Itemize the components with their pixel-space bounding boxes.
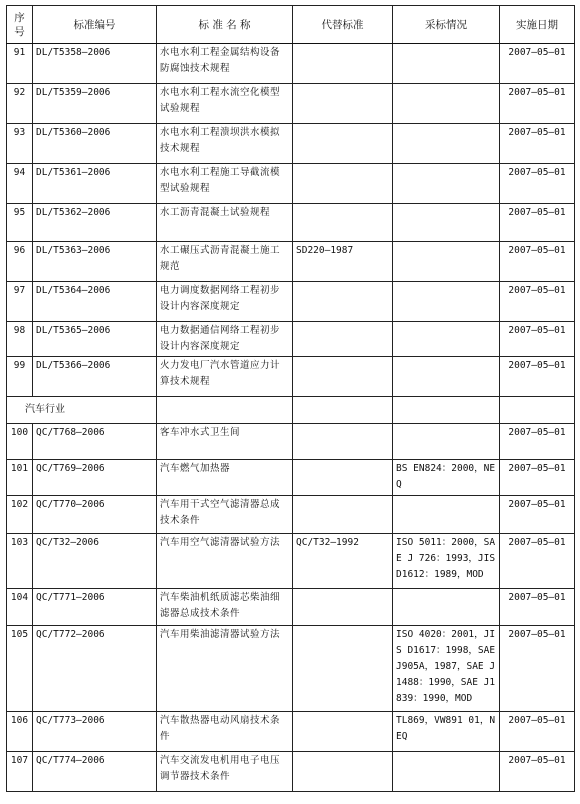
row-code: QC/T770—2006 — [33, 496, 157, 534]
row-code: QC/T774—2006 — [33, 752, 157, 792]
row-adoption — [393, 282, 500, 322]
table-row — [7, 626, 575, 712]
row-no: 103 — [7, 534, 33, 589]
row-replaced — [293, 124, 393, 164]
row-date: 2007—05—01 — [500, 204, 575, 242]
row-adoption — [393, 242, 500, 282]
row-date: 2007—05—01 — [500, 626, 575, 712]
row-code: DL/T5364—2006 — [33, 282, 157, 322]
row-date: 2007—05—01 — [500, 84, 575, 124]
row-date: 2007—05—01 — [500, 44, 575, 84]
row-no: 93 — [7, 124, 33, 164]
row-name: 汽车柴油机纸质滤芯柴油细滤器总成技术条件 — [157, 589, 293, 626]
row-replaced — [293, 164, 393, 204]
section-empty-cell — [393, 397, 500, 424]
table-row — [7, 712, 575, 752]
row-code: QC/T769—2006 — [33, 460, 157, 496]
table-row — [7, 84, 575, 124]
table-row — [7, 164, 575, 204]
table-row — [7, 424, 575, 460]
row-no: 95 — [7, 204, 33, 242]
section-row-group — [7, 397, 575, 424]
row-no: 99 — [7, 357, 33, 397]
table-row — [7, 589, 575, 626]
row-code: QC/T771—2006 — [33, 589, 157, 626]
row-code: DL/T5361—2006 — [33, 164, 157, 204]
row-adoption: BS EN824：2000，NEQ — [393, 460, 500, 496]
row-date: 2007—05—01 — [500, 424, 575, 460]
row-adoption — [393, 496, 500, 534]
row-no: 97 — [7, 282, 33, 322]
row-date: 2007—05—01 — [500, 322, 575, 357]
row-adoption — [393, 357, 500, 397]
row-replaced — [293, 322, 393, 357]
row-no: 98 — [7, 322, 33, 357]
row-date: 2007—05—01 — [500, 124, 575, 164]
row-replaced — [293, 44, 393, 84]
table-row — [7, 752, 575, 792]
row-date: 2007—05—01 — [500, 242, 575, 282]
table-row — [7, 44, 575, 84]
row-code: QC/T768—2006 — [33, 424, 157, 460]
row-date: 2007—05—01 — [500, 534, 575, 589]
row-code: QC/T772—2006 — [33, 626, 157, 712]
row-code: DL/T5358—2006 — [33, 44, 157, 84]
standards-table — [6, 5, 575, 792]
row-code: DL/T5362—2006 — [33, 204, 157, 242]
row-no: 91 — [7, 44, 33, 84]
row-date: 2007—05—01 — [500, 589, 575, 626]
row-adoption: ISO 4020：2001，JIS D1617：1998，SAE J905A，1987，SAE J1488：1990，SAE J1839：1990，MOD — [393, 626, 500, 712]
row-no: 100 — [7, 424, 33, 460]
row-adoption: ISO 5011：2000，SAE J 726：1993，JIS D1612：1989，MOD — [393, 534, 500, 589]
row-name: 电力数据通信网络工程初步设计内容深度规定 — [157, 322, 293, 357]
row-replaced — [293, 424, 393, 460]
row-replaced — [293, 460, 393, 496]
row-name: 汽车用柴油滤清器试验方法 — [157, 626, 293, 712]
table-row — [7, 204, 575, 242]
row-date: 2007—05—01 — [500, 496, 575, 534]
row-no: 102 — [7, 496, 33, 534]
row-name: 水工沥青混凝土试验规程 — [157, 204, 293, 242]
row-replaced — [293, 626, 393, 712]
row-name: 水电水利工程水流空化模型试验规程 — [157, 84, 293, 124]
section-row — [7, 397, 575, 424]
header-adoption: 采标情况 — [393, 6, 500, 44]
table-body-auto — [7, 424, 575, 792]
row-adoption — [393, 204, 500, 242]
row-code: DL/T5359—2006 — [33, 84, 157, 124]
row-no: 92 — [7, 84, 33, 124]
row-no: 101 — [7, 460, 33, 496]
row-name: 汽车交流发电机用电子电压调节器技术条件 — [157, 752, 293, 792]
row-name: 水电水利工程施工导截流模型试验规程 — [157, 164, 293, 204]
row-no: 94 — [7, 164, 33, 204]
row-name: 水电水利工程溃坝洪水模拟技术规程 — [157, 124, 293, 164]
header-code: 标准编号 — [33, 6, 157, 44]
row-adoption — [393, 124, 500, 164]
row-date: 2007—05—01 — [500, 460, 575, 496]
table-row — [7, 242, 575, 282]
section-empty-cell — [293, 397, 393, 424]
row-replaced — [293, 496, 393, 534]
row-date: 2007—05—01 — [500, 282, 575, 322]
row-code: QC/T32—2006 — [33, 534, 157, 589]
row-replaced — [293, 712, 393, 752]
table-row — [7, 124, 575, 164]
header-replaced: 代替标准 — [293, 6, 393, 44]
row-name: 火力发电厂汽水管道应力计算技术规程 — [157, 357, 293, 397]
row-replaced — [293, 357, 393, 397]
table-row — [7, 357, 575, 397]
row-code: DL/T5365—2006 — [33, 322, 157, 357]
header-date: 实施日期 — [500, 6, 575, 44]
row-no: 106 — [7, 712, 33, 752]
row-replaced — [293, 84, 393, 124]
row-no: 96 — [7, 242, 33, 282]
row-replaced — [293, 589, 393, 626]
row-adoption — [393, 84, 500, 124]
row-code: DL/T5360—2006 — [33, 124, 157, 164]
row-adoption — [393, 44, 500, 84]
row-adoption — [393, 322, 500, 357]
row-adoption — [393, 589, 500, 626]
header-no: 序号 — [7, 6, 33, 44]
row-replaced — [293, 282, 393, 322]
row-replaced — [293, 752, 393, 792]
row-date: 2007—05—01 — [500, 712, 575, 752]
table-row — [7, 322, 575, 357]
row-date: 2007—05—01 — [500, 752, 575, 792]
row-replaced — [293, 204, 393, 242]
row-name: 汽车用空气滤清器试验方法 — [157, 534, 293, 589]
table-header — [7, 6, 575, 44]
table-row — [7, 496, 575, 534]
row-name: 汽车散热器电动风扇技术条件 — [157, 712, 293, 752]
row-no: 104 — [7, 589, 33, 626]
table-row — [7, 460, 575, 496]
row-date: 2007—05—01 — [500, 357, 575, 397]
table-row — [7, 534, 575, 589]
row-adoption — [393, 424, 500, 460]
row-name: 水电水利工程金属结构设备防腐蚀技术规程 — [157, 44, 293, 84]
row-adoption — [393, 752, 500, 792]
row-replaced: SD220—1987 — [293, 242, 393, 282]
row-no: 107 — [7, 752, 33, 792]
row-name: 汽车用干式空气滤清器总成技术条件 — [157, 496, 293, 534]
section-title: 汽车行业 — [7, 397, 157, 424]
section-empty-cell — [500, 397, 575, 424]
row-date: 2007—05—01 — [500, 164, 575, 204]
row-name: 电力调度数据网络工程初步设计内容深度规定 — [157, 282, 293, 322]
table-body-power — [7, 44, 575, 397]
table-row — [7, 282, 575, 322]
row-code: DL/T5366—2006 — [33, 357, 157, 397]
row-code: DL/T5363—2006 — [33, 242, 157, 282]
row-name: 客车冲水式卫生间 — [157, 424, 293, 460]
row-replaced: QC/T32—1992 — [293, 534, 393, 589]
row-adoption — [393, 164, 500, 204]
row-name: 汽车燃气加热器 — [157, 460, 293, 496]
header-name: 标 准 名 称 — [157, 6, 293, 44]
row-code: QC/T773—2006 — [33, 712, 157, 752]
row-no: 105 — [7, 626, 33, 712]
row-adoption: TL869，VW891 01，NEQ — [393, 712, 500, 752]
section-empty-cell — [157, 397, 293, 424]
row-name: 水工碾压式沥青混凝土施工规范 — [157, 242, 293, 282]
